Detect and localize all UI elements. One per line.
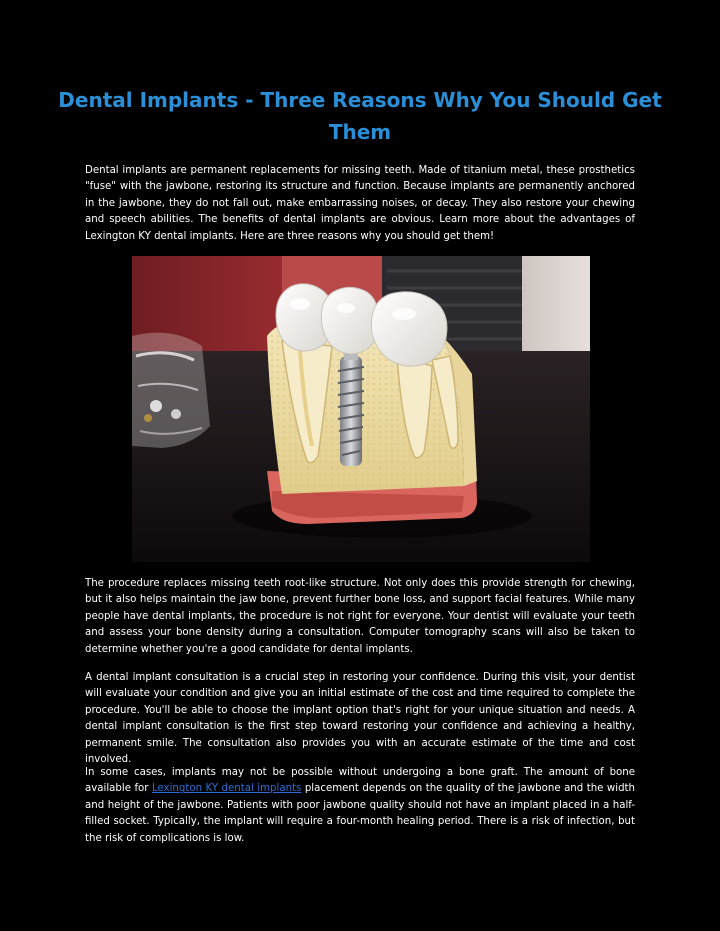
- bone-graft-text-before: In some cases, implants may not be possible without undergoing a bone graft. The amount of bone available for: [85, 767, 635, 795]
- bone-graft-paragraph: [85, 765, 635, 847]
- intro-paragraph: Dental implants are permanent replacements for missing teeth. Made of titanium metal, these prosthetics "fuse" with the jawbone, restoring its structure and function. Because implants are permanently anchored in the jawbone, they do not fall out, make embarrassing noises, or decay. They also restore your chewing and speech abilities. The benefits of dental implants are obvious. Learn more about the advantages of Lexington KY dental implants. Here are three reasons why you should get them!: [85, 165, 635, 242]
- procedure-paragraph: The procedure replaces missing teeth root-like structure. Not only does this provide strength for chewing, but it also helps maintain the jaw bone, prevent further bone loss, and support facial features. While many people have dental implants, the procedure is not right for everyone. Your dentist will evaluate your teeth and assess your bone density during a consultation. Computer tomography scans will also be taken to determine whether you're a good candidate for dental implants.: [85, 578, 635, 655]
- consultation-paragraph: A dental implant consultation is a crucial step in restoring your confidence. During this visit, your dentist will evaluate your condition and give you an initial estimate of the cost and time required to complete the procedure. You'll be able to choose the implant option that's right for your unique situation and needs. A dental implant consultation is the first step toward restoring your confidence and achieving a healthy, permanent smile. The consultation also provides you with an accurate estimate of the time and cost involved.: [85, 672, 635, 766]
- page-title: Dental Implants - Three Reasons Why You Should Get Them: [58, 88, 662, 144]
- dental-implant-photo: [132, 256, 590, 562]
- lexington-dental-implants-link[interactable]: Lexington KY dental implants: [151, 783, 302, 795]
- bone-graft-text-after: placement depends on the quality of the jawbone and the width and height of the jawbone. Patients with poor jawbone quality should not have an implant placed in a half-filled socket. Typically, the implant will require a four-month healing period. There is a risk of infection, but the risk of complications is low.: [85, 783, 635, 844]
